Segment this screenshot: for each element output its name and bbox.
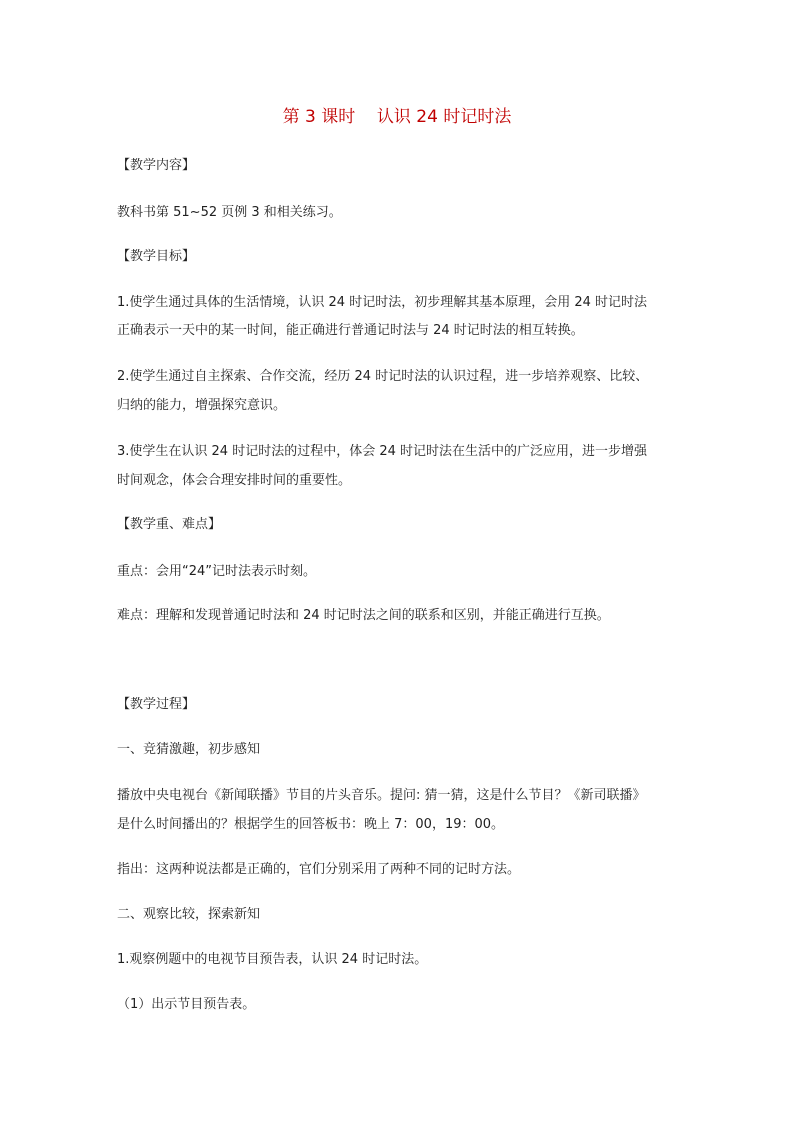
paragraph-show-schedule: （1）出示节目预告表。 (117, 997, 256, 1012)
subheading-part-2: 二、观察比较，探索新知 (117, 907, 261, 922)
paragraph-difficult-point: 难点：理解和发现普通记时法和 24 时记时法之间的联系和区别，并能正确进行互换。 (117, 608, 610, 623)
paragraph-observe-example: 1.观察例题中的电视节目预告表，认识 24 时记时法。 (117, 952, 428, 967)
goal-1-line-2: 正确表示一天中的某一时间，能正确进行普通记时法与 24 时记时法的相互转换。 (117, 323, 584, 338)
goal-3-line-2: 时间观念，体会合理安排时间的重要性。 (117, 473, 352, 488)
paragraph-intro-line-2: 是什么时间播出的？根据学生的回答板书：晚上 7：00，19：00。 (117, 817, 505, 832)
lesson-title: 第 3 课时 认识 24 时记时法 (282, 107, 512, 127)
section-heading-key-points: 【教学重、难点】 (117, 517, 222, 532)
subheading-part-1: 一、竞猜激趣，初步感知 (117, 742, 261, 757)
paragraph-key-point: 重点：会用“24”记时法表示时刻。 (117, 564, 317, 579)
goal-1-line-1: 1.使学生通过具体的生活情境，认识 24 时记时法，初步理解其基本原理，会用 24 时记时法 (117, 295, 648, 310)
goal-3-line-1: 3.使学生在认识 24 时记时法的过程中，体会 24 时记时法在生活中的广泛应用，进一步增强 (117, 444, 648, 459)
paragraph-intro-line-1: 播放中央电视台《新闻联播》节目的片头音乐。提问: 猜一猜，这是什么节目？《新司联播》 (117, 788, 646, 803)
section-heading-teaching-goals: 【教学目标】 (117, 249, 196, 264)
goal-2-line-1: 2.使学生通过自主探索、合作交流，经历 24 时记时法的认识过程，进一步培养观察、比较、 (117, 369, 649, 384)
paragraph-textbook-pages: 教科书第 51~52 页例 3 和相关练习。 (117, 205, 342, 220)
goal-2-line-2: 归纳的能力，增强探究意识。 (117, 398, 287, 413)
section-heading-teaching-content: 【教学内容】 (117, 158, 196, 173)
section-heading-teaching-process: 【教学过程】 (117, 697, 196, 712)
paragraph-point-out: 指出：这两种说法都是正确的，官们分别采用了两种不同的记时方法。 (117, 862, 521, 877)
